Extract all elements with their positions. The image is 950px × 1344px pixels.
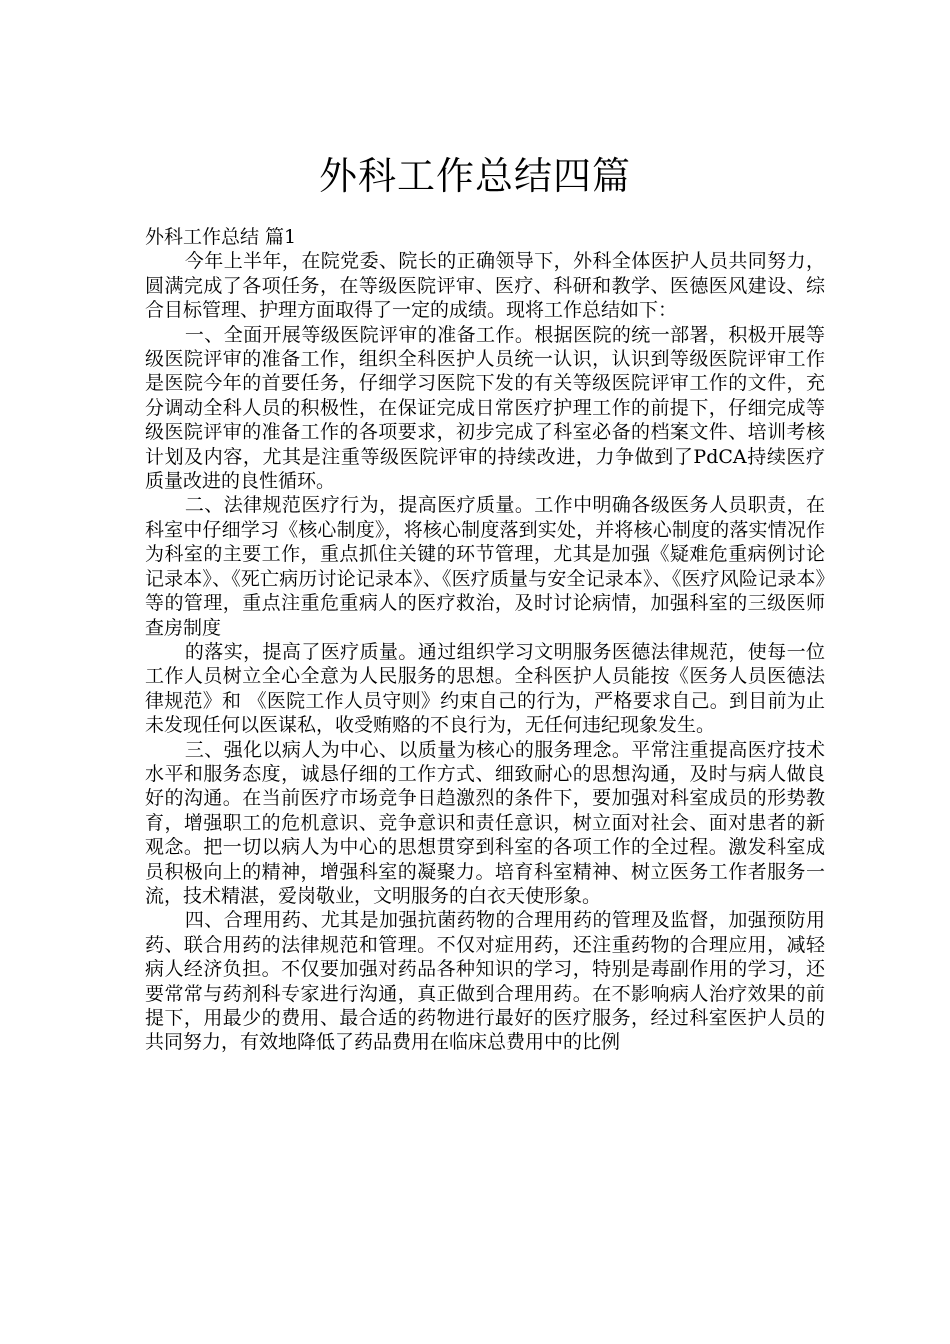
paragraph-section-2-continued: 的落实，提高了医疗质量。通过组织学习文明服务医德法律规范，使每一位工作人员树立全心全意为人民服务的思想。全科医护人员能按《医务人员医德法律规范》和 《医院工作人员守则》约束自己的行为，严格要求自己。到目前为止未发现任何以医谋私，收受贿赂的不良行为，无任何违纪现象发生。 (145, 640, 825, 737)
paragraph-section-4: 四、合理用药、尤其是加强抗菌药物的合理用药的管理及监督，加强预防用药、联合用药的法律规范和管理。不仅对症用药，还注重药物的合理应用，减轻病人经济负担。不仅要加强对药品各种知识的学习，特别是毒副作用的学习，还要常常与药剂科专家进行沟通，真正做到合理用药。在不影响病人治疗效果的前提下，用最少的费用、最合适的药物进行最好的医疗服务，经过科室医护人员的共同努力，有效地降低了药品费用在临床总费用中的比例 (145, 909, 825, 1054)
document-body (145, 225, 825, 1055)
section-heading: 外科工作总结 篇1 (145, 226, 297, 248)
paragraph-section-1: 一、全面开展等级医院评审的准备工作。根据医院的统一部署，积极开展等级医院评审的准备工作，组织全科医护人员统一认识，认识到等级医院评审工作是医院今年的首要任务，仔细学习医院下发的有关等级医院评审工作的文件，充分调动全科人员的积极性，在保证完成日常医疗护理工作的前提下，仔细完成等级医院评审的准备工作的各项要求，初步完成了科室必备的档案文件、培训考核计划及内容，尤其是注重等级医院评审的持续改进，力争做到了PdCA持续医疗质量改进的良性循环。 (145, 323, 825, 493)
paragraph-section-2: 二、法律规范医疗行为，提高医疗质量。工作中明确各级医务人员职责，在科室中仔细学习《核心制度》，将核心制度落到实处，并将核心制度的落实情况作为科室的主要工作，重点抓住关键的环节管理，尤其是加强《疑难危重病例讨论记录本》、《死亡病历讨论记录本》、《医疗质量与安全记录本》、《医疗风险记录本》等的管理，重点注重危重病人的医疗救治，及时讨论病情，加强科室的三级医师查房制度 (145, 494, 825, 639)
page-title: 外科工作总结四篇 (318, 154, 631, 199)
paragraph-intro: 今年上半年，在院党委、院长的正确领导下，外科全体医护人员共同努力，圆满完成了各项任务，在等级医院评审、医疗、科研和教学、医德医风建设、综合目标管理、护理方面取得了一定的成绩。现将工作总结如下： (145, 250, 825, 322)
paragraph-section-3: 三、强化以病人为中心、以质量为核心的服务理念。平常注重提高医疗技术水平和服务态度，诚恳仔细的工作方式、细致耐心的思想沟通，及时与病人做良好的沟通。在当前医疗市场竞争日趋激烈的条件下，要加强对科室成员的形势教育，增强职工的危机意识、竞争意识和责任意识，树立面对社会、面对患者的新观念。把一切以病人为中心的思想贯穿到科室的各项工作的全过程。激发科室成员积极向上的精神，增强科室的凝聚力。培育科室精神、树立医务工作者服务一流，技术精湛，爱岗敬业，文明服务的白衣天使形象。 (145, 738, 825, 907)
